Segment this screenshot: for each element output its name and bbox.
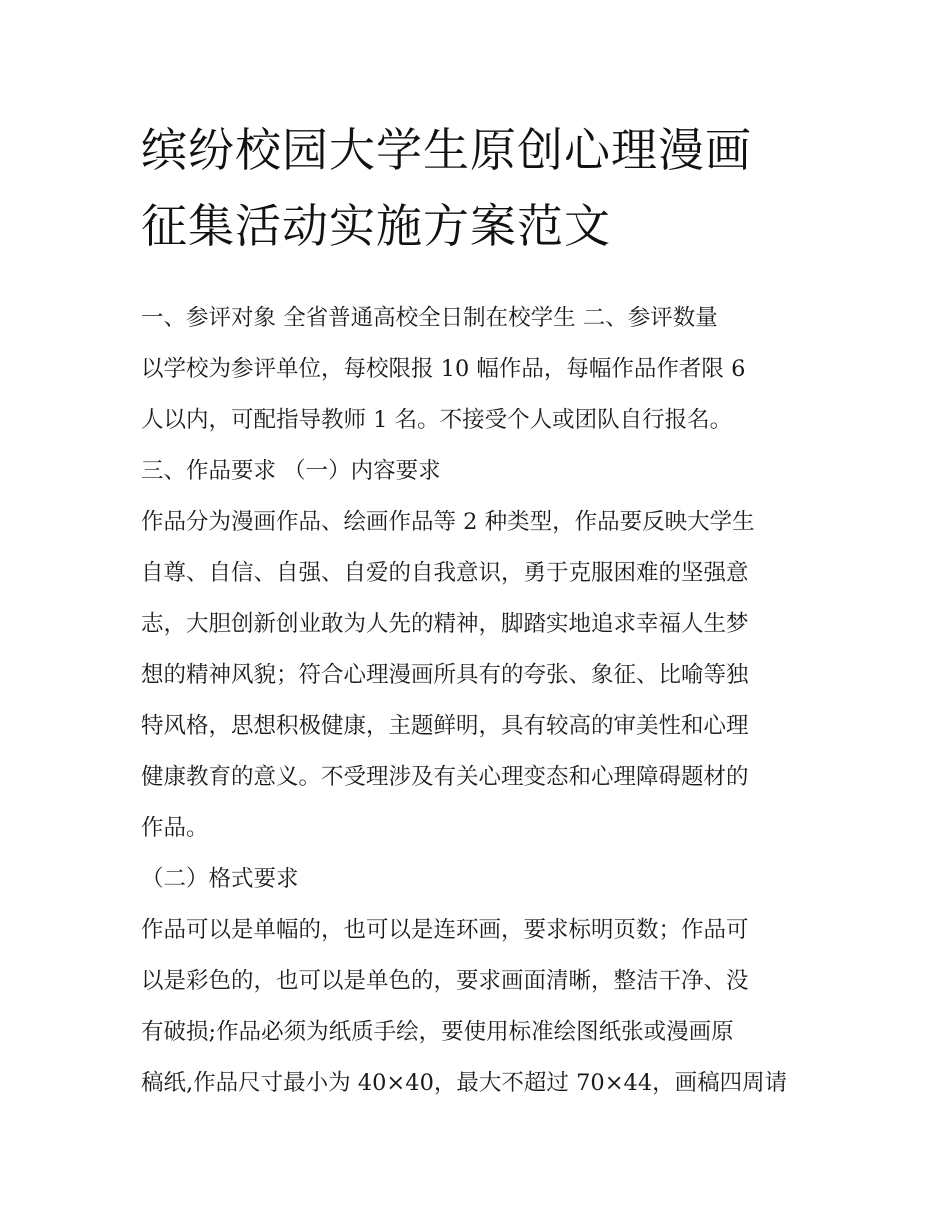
body-line: 有破损;作品必须为纸质手绘，要使用标准绘图纸张或漫画原: [141, 1019, 734, 1045]
body-line: 以是彩色的，也可以是单色的，要求画面清晰，整洁干净、没: [141, 968, 749, 994]
body-line: 特风格，思想积极健康，主题鲜明，具有较高的审美性和心理: [141, 713, 749, 739]
document-body: [141, 293, 821, 1109]
body-line: 想的精神风貌；符合心理漫画所具有的夸张、象征、比喻等独: [141, 662, 749, 688]
title-line-1: 缤纷校园大学生原创心理漫画: [141, 123, 752, 177]
title-line-2: 征集活动实施方案范文: [141, 199, 611, 253]
body-line: 志，大胆创新创业敢为人先的精神，脚踏实地追求幸福人生梦: [141, 611, 749, 637]
body-line: 作品分为漫画作品、绘画作品等 2 种类型，作品要反映大学生: [141, 509, 755, 535]
body-line: 人以内，可配指导教师 1 名。不接受个人或团队自行报名。: [141, 407, 733, 433]
body-line: 作品。: [141, 815, 209, 841]
document-title: [141, 112, 821, 264]
body-line: 稿纸,作品尺寸最小为 40×40，最大不超过 70×44，画稿四周请: [141, 1070, 788, 1096]
body-line: 一、参评对象 全省普通高校全日制在校学生 二、参评数量: [141, 305, 718, 331]
document-page: [141, 112, 821, 1109]
body-line: 作品可以是单幅的，也可以是连环画，要求标明页数；作品可: [141, 917, 749, 943]
body-line: 以学校为参评单位，每校限报 10 幅作品，每幅作品作者限 6: [141, 356, 746, 382]
section-heading: （二）格式要求: [141, 866, 299, 892]
section-heading: 三、作品要求 （一）内容要求: [141, 458, 441, 484]
body-line: 健康教育的意义。不受理涉及有关心理变态和心理障碍题材的: [141, 764, 749, 790]
body-line: 自尊、自信、自强、自爱的自我意识，勇于克服困难的坚强意: [141, 560, 749, 586]
